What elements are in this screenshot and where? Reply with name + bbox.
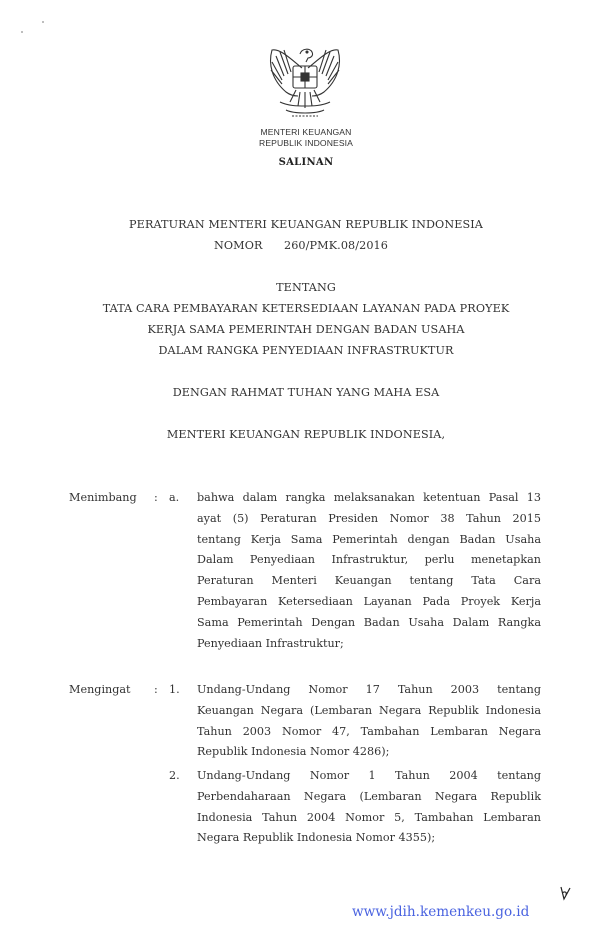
copy-label: SALINAN	[278, 157, 334, 168]
text-line: Peraturan Menteri Keuangan tentang Tata Cara	[197, 574, 541, 588]
initial-signature-icon	[558, 884, 572, 902]
text-line: tentang Kerja Sama Pemerintah dengan Badan Usaha	[197, 532, 541, 546]
scan-speck	[21, 31, 23, 33]
text-line: Indonesia Tahun 2004 Nomor 5, Tambahan Lembaran	[197, 810, 541, 824]
garuda-emblem-icon	[262, 40, 348, 124]
regulation-number-label: NOMOR	[214, 239, 263, 252]
website-link[interactable]: www.jdih.kemenkeu.go.id	[352, 904, 530, 920]
text-line: Penyediaan Infrastruktur;	[197, 636, 344, 650]
text-line: Pembayaran Ketersediaan Layanan Pada Proyek Kerja	[197, 594, 541, 608]
mengingat-colon: :	[154, 683, 158, 696]
scan-speck	[42, 21, 44, 23]
text-line: Negara Republik Indonesia Nomor 4355);	[197, 831, 436, 845]
text-line: Perbendaharaan Negara (Lembaran Negara Republik	[197, 789, 541, 803]
menimbang-item-marker: a.	[169, 491, 180, 504]
mengingat-item-2-marker: 2.	[169, 769, 180, 782]
menimbang-label: Menimbang	[69, 491, 137, 504]
text-line: Sama Pemerintah Dengan Badan Usaha Dalam Rangka	[197, 615, 541, 629]
ministry-name-line1: MENTERI KEUANGAN	[260, 127, 352, 137]
text-line: Tahun 2003 Nomor 47, Tambahan Lembaran Negara	[197, 724, 541, 738]
mengingat-item-2	[197, 766, 541, 849]
issuer: MENTERI KEUANGAN REPUBLIK INDONESIA,	[166, 428, 446, 441]
menimbang-colon: :	[154, 491, 158, 504]
subject-line-3: DALAM RANGKA PENYEDIAAN INFRASTRUKTUR	[158, 344, 454, 357]
text-line: ayat (5) Peraturan Presiden Nomor 38 Tahun 2015	[197, 511, 541, 525]
subject-line-1: TATA CARA PEMBAYARAN KETERSEDIAAN LAYANAN PADA PROYEK	[102, 302, 510, 315]
text-line: Undang-Undang Nomor 17 Tahun 2003 tentang	[197, 683, 541, 696]
mengingat-item-1-marker: 1.	[169, 683, 180, 696]
subject-line-2: KERJA SAMA PEMERINTAH DENGAN BADAN USAHA	[147, 323, 465, 336]
text-line: Keuangan Negara (Lembaran Negara Republik Indonesia	[197, 703, 541, 717]
invocation: DENGAN RAHMAT TUHAN YANG MAHA ESA	[172, 386, 440, 399]
regulation-title: PERATURAN MENTERI KEUANGAN REPUBLIK INDONESIA	[129, 218, 483, 231]
text-line: Dalam Penyediaan Infrastruktur, perlu menetapkan	[197, 553, 541, 567]
text-line: bahwa dalam rangka melaksanakan ketentuan Pasal 13	[197, 491, 541, 504]
about-label: TENTANG	[276, 281, 336, 294]
ministry-name-line2: REPUBLIK INDONESIA	[259, 138, 353, 148]
menimbang-item-a	[197, 488, 541, 654]
text-line: Undang-Undang Nomor 1 Tahun 2004 tentang	[197, 769, 541, 782]
mengingat-label: Mengingat	[69, 683, 131, 696]
regulation-number-value: 260/PMK.08/2016	[284, 239, 388, 252]
mengingat-item-1	[197, 680, 541, 763]
text-line: Republik Indonesia Nomor 4286);	[197, 745, 390, 759]
